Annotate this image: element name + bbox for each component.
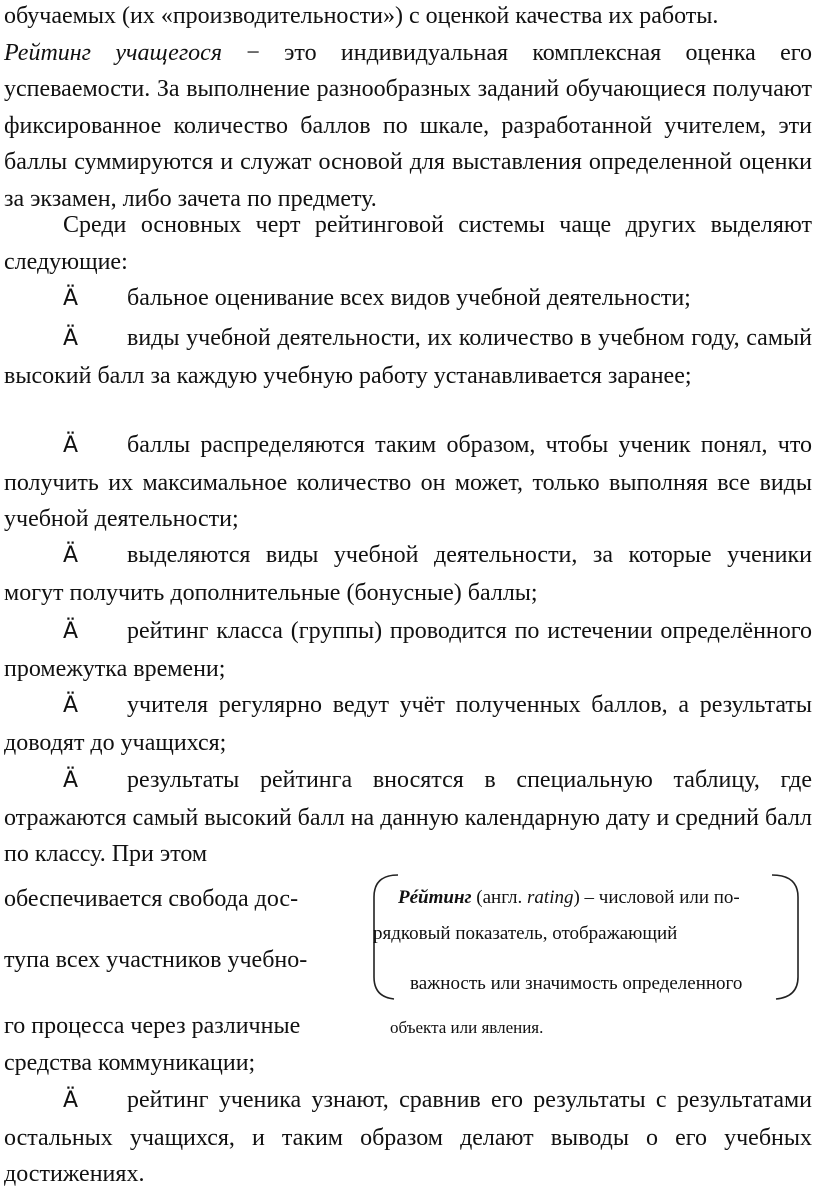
callout-line-3: важность или значимость определенного <box>410 973 743 994</box>
rating-definition: − это индивидуальная комплексная оценка его успеваемости. За выполнение разнообразных заданий обучающиеся получают фиксированное количество баллов по шкале, разработанной учителем, эти баллы суммируются и служат основой для выставления определенной оценки за экзамен, либо зачета по предмету. <box>4 39 812 212</box>
bullet-text: рейтинг ученика узнают, сравнив его результаты с результатами остальных учащихся, и таким образом делают выводы о его учебных достижениях. <box>4 1087 812 1187</box>
wrapped-line: средства коммуникации; <box>4 1050 256 1076</box>
intro-paragraph <box>4 0 812 217</box>
wrapped-line: обеспечивается свобода дос- <box>4 886 299 912</box>
bullet-item <box>4 280 812 318</box>
bullet-icon: Ä <box>63 768 79 793</box>
bullet-icon: Ä <box>63 433 79 458</box>
callout-line-1: Рéйтинг (англ. rating) – числовой или по- <box>398 887 740 908</box>
bullet-icon: Ä <box>63 1088 79 1113</box>
bullet-item <box>4 320 812 394</box>
definition-callout <box>370 867 806 1037</box>
bullet-icon: Ä <box>63 326 79 351</box>
callout-line-4: объекта или явления. <box>390 1018 544 1037</box>
callout-line-2: рядковый показатель, отображающий <box>373 923 678 944</box>
bullet-item <box>4 762 812 873</box>
bullet-text: выделяются виды учебной деятельности, за которые ученики могут получить дополнительные (бонусные) баллы; <box>4 542 812 606</box>
bullet-text: результаты рейтинга вносятся в специальную таблицу, где отражаются самый высокий балл на данную календарную дату и средний балл по классу. При этом <box>4 767 812 867</box>
intro-line-1: обучаемых (их «производительности») с оценкой качества их работы. <box>4 3 719 29</box>
bullet-text: виды учебной деятельности, их количество в учебном году, самый высокий балл за каждую учебную работу устанавливается заранее; <box>4 325 812 389</box>
bullet-text: учителя регулярно ведут учёт полученных баллов, а результаты доводят до учащихся; <box>4 692 812 756</box>
bullet-item <box>4 687 812 761</box>
wrapped-line: тупа всех участников учебно- <box>4 947 308 973</box>
bullet-icon: Ä <box>63 693 79 718</box>
bullet-icon: Ä <box>63 543 79 568</box>
callout-english: rating <box>527 887 574 908</box>
bullet-text: рейтинг класса (группы) проводится по истечении определённого промежутка времени; <box>4 618 812 682</box>
callout-term: Рéйтинг <box>398 887 472 908</box>
wrapped-line: го процесса через различные <box>4 1013 301 1039</box>
bullet-item <box>4 1082 812 1193</box>
bullet-icon: Ä <box>63 619 79 644</box>
rating-term: Рейтинг учащегося <box>4 39 222 66</box>
bullet-item <box>4 537 812 611</box>
bullet-text: баллы распределяются таким образом, чтобы ученик понял, что получить их максимальное количество он может, только выполняя все виды учебной деятельности; <box>4 432 812 532</box>
bullet-item <box>4 613 812 687</box>
features-intro: Среди основных черт рейтинговой системы чаще других выделяют следующие: <box>4 212 812 275</box>
bullet-item <box>4 427 812 538</box>
bullet-icon: Ä <box>63 286 79 311</box>
bullet-text: бальное оценивание всех видов учебной деятельности; <box>127 285 691 311</box>
